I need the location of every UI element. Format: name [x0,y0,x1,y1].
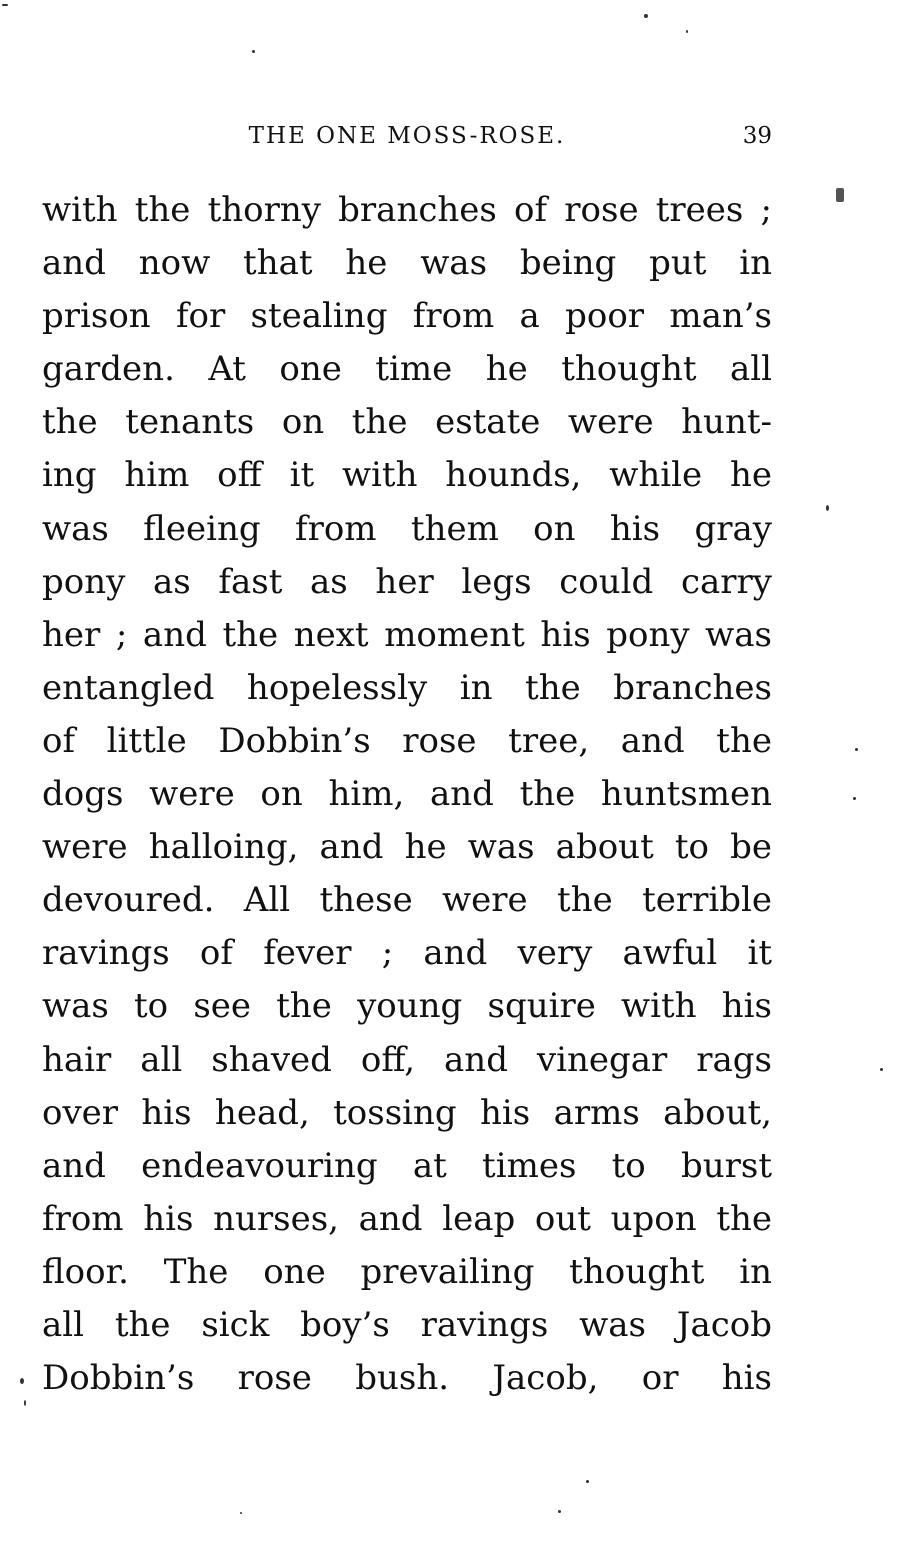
text-line: over his head, tossing his arms about, [42,1092,772,1133]
text-line: garden. At one time he thought all [42,349,772,390]
text-line: hair all shaved off, and vinegar rags [42,1039,772,1080]
text-line: entangled hopelessly in the branches [42,667,772,708]
scan-speck [252,50,255,53]
text-line: were halloing, and he was about to be [42,827,772,868]
scan-speck [880,1068,883,1071]
scan-speck [686,30,688,33]
text-line: and endeavouring at times to burst [42,1145,772,1186]
text-line: her ; and the next moment his pony was [42,614,772,655]
scan-speck [836,188,844,202]
text-line: ing him off it with hounds, while he [42,455,772,496]
page-number: 39 [742,123,772,149]
scan-speck [853,797,856,800]
scan-speck [2,4,8,6]
text-line: and now that he was being put in [42,243,772,284]
text-line: all the sick boy’s ravings was Jacob [42,1304,772,1345]
text-line: the tenants on the estate were hunt- [42,402,772,443]
scan-speck [558,1510,561,1513]
scan-speck [24,1400,26,1406]
scan-speck [644,14,648,18]
text-line: dogs were on him, and the huntsmen [42,774,772,815]
running-head [42,118,772,154]
text-line: prison for stealing from a poor man’s [42,296,772,337]
scan-speck [855,748,858,751]
text-line: from his nurses, and leap out upon the [42,1198,772,1239]
text-line: devoured. All these were the terrible [42,880,772,921]
scan-speck [586,1480,589,1483]
scan-speck [20,1378,24,1384]
text-line: Dobbin’s rose bush. Jacob, or his [42,1358,772,1399]
body-text [42,184,772,1405]
text-line: was to see the young squire with his [42,986,772,1027]
text-line: ravings of fever ; and very awful it [42,933,772,974]
text-line: was fleeing from them on his gray [42,508,772,549]
text-line: with the thorny branches of rose trees ; [42,190,772,230]
scan-speck [240,1512,242,1514]
text-line: pony as fast as her legs could carry [42,561,772,602]
text-line: of little Dobbin’s rose tree, and the [42,720,772,761]
text-line: floor. The one prevailing thought in [42,1251,772,1292]
scan-speck [826,505,829,511]
running-title: THE ONE MOSS-ROSE. [248,123,566,149]
